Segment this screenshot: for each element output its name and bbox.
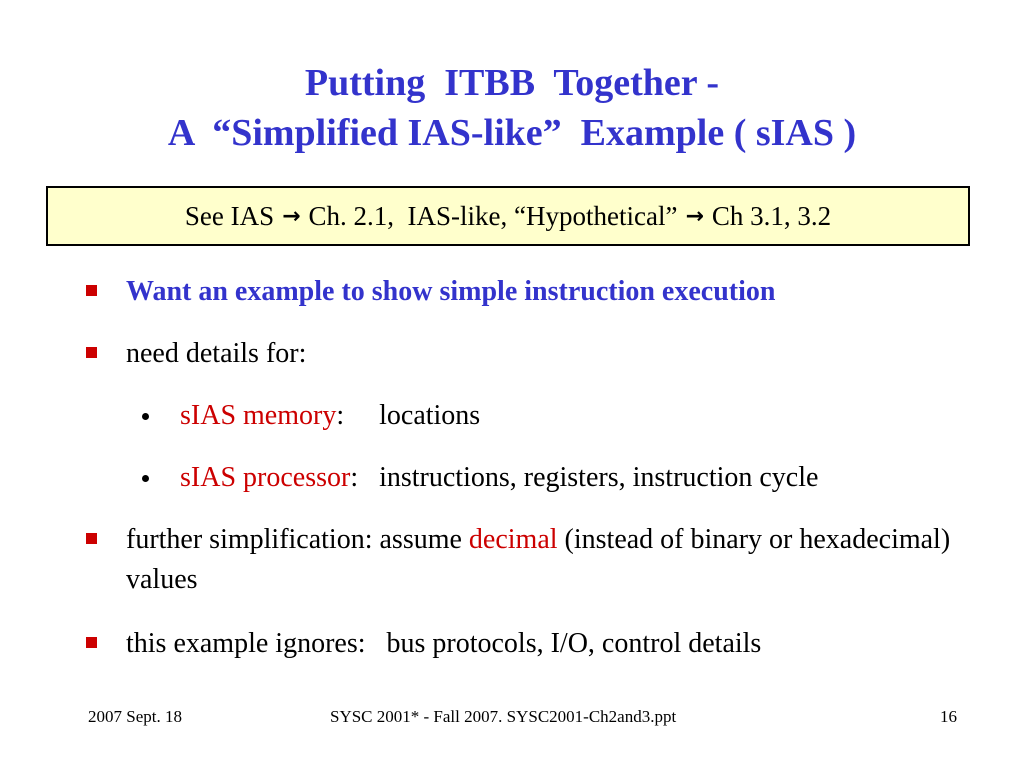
bullet-text-after: (instead of binary or hexadecimal) values: [126, 524, 958, 595]
slide-title-line-2: A “Simplified IAS-like” Example ( sIAS ): [167, 112, 857, 154]
square-bullet-icon: [86, 285, 97, 296]
square-bullet-icon: [86, 637, 97, 648]
sub-bullet-item: [140, 396, 980, 436]
footer-date: 2007 Sept. 18: [88, 707, 182, 726]
note-part-3: Ch 3.1, 3.2: [711, 200, 832, 231]
sub-bullet-rest: : instructions, registers, instruction cycle: [350, 462, 819, 493]
square-bullet-icon: [86, 533, 97, 544]
footer-course: SYSC 2001* - Fall 2007. SYSC2001-Ch2and3.ppt: [330, 707, 677, 726]
right-arrow-icon: →: [282, 203, 301, 229]
bullet-item: [86, 272, 966, 312]
square-bullet-icon: [86, 347, 97, 358]
bullet-item: [86, 334, 966, 374]
slide-title: [0, 58, 1024, 158]
sub-bullet-text: [180, 458, 980, 498]
sub-bullet-term: sIAS processor: [180, 462, 351, 493]
note-part-2: Ch. 2.1, IAS-like, “Hypothetical”: [308, 200, 678, 231]
highlight-decimal: decimal: [468, 524, 558, 555]
bullet-text-before: further simplification: assume: [126, 524, 469, 555]
round-bullet-icon: [142, 413, 149, 420]
reference-note-box: [46, 186, 970, 246]
bullet-text: need details for:: [126, 338, 307, 369]
sub-bullet-rest: : locations: [336, 400, 481, 431]
bullet-item: [86, 624, 966, 664]
slide-title-line-1: Putting ITBB Together -: [304, 62, 720, 104]
footer-page-number: 16: [940, 707, 957, 726]
right-arrow-icon: →: [685, 203, 704, 229]
round-bullet-icon: [142, 475, 149, 482]
bullet-text: Want an example to show simple instruction execution: [126, 276, 776, 307]
bullet-item: [86, 520, 966, 600]
sub-bullet-text: [180, 396, 980, 436]
sub-bullet-term: sIAS memory: [180, 400, 337, 431]
sub-bullet-item: [140, 458, 980, 498]
bullet-text: [126, 520, 966, 600]
bullet-text: this example ignores: bus protocols, I/O, control details: [126, 628, 762, 659]
note-part-1: See IAS: [184, 200, 275, 231]
